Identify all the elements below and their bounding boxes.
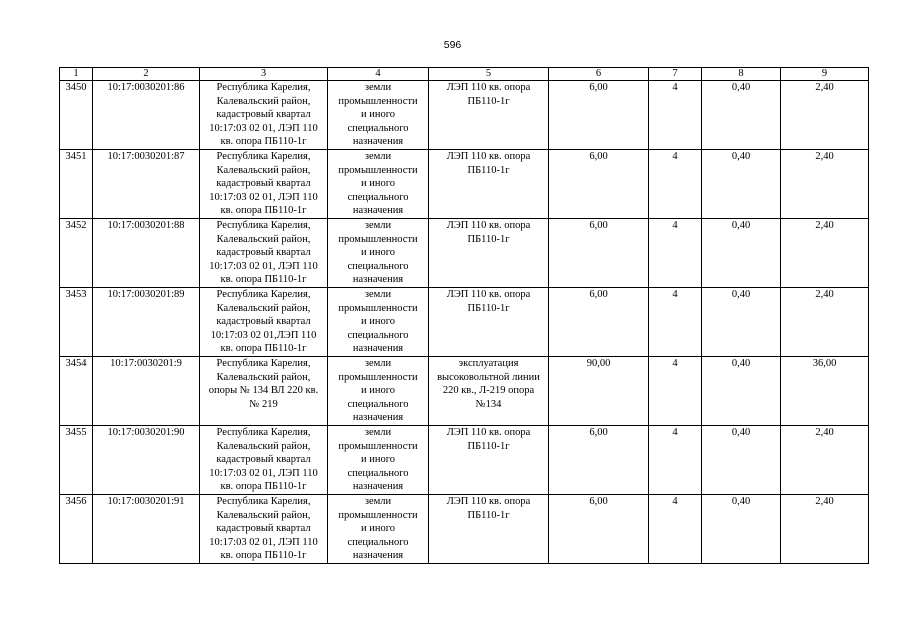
table-row [60, 288, 869, 357]
cell-line: Калевальский район, [216, 509, 311, 521]
cell-line: промышленности [338, 440, 418, 452]
cell-cadastral-number: 10:17:0030201:88 [93, 219, 200, 288]
cell-line: и иного [360, 316, 396, 328]
cell-permitted-use [429, 219, 549, 288]
cell-address [200, 219, 328, 288]
column-header: 5 [429, 68, 549, 81]
cell-area: 6,00 [549, 219, 649, 288]
cell-line: специального [347, 467, 409, 479]
cell-line: Республика Карелия, [216, 427, 311, 438]
cell-line: специального [347, 122, 409, 134]
cell-col-8: 0,40 [702, 219, 781, 288]
cell-col-8: 0,40 [702, 288, 781, 357]
cell-line: кадастровый квартал [216, 454, 311, 466]
cell-line: ПБ110-1г [467, 95, 510, 107]
cell-col-9: 2,40 [781, 150, 869, 219]
cell-line: Республика Карелия, [216, 358, 311, 369]
cell-cadastral-number: 10:17:0030201:89 [93, 288, 200, 357]
column-header: 6 [549, 68, 649, 81]
cell-land-category [328, 357, 429, 426]
cell-line: кв. опора ПБ110-1г [220, 481, 307, 493]
cell-line: Республика Карелия, [216, 220, 311, 231]
cell-address [200, 426, 328, 495]
cell-col-9: 2,40 [781, 426, 869, 495]
cell-row-number: 3456 [60, 495, 93, 564]
cell-land-category [328, 495, 429, 564]
cell-land-category [328, 219, 429, 288]
cell-line: кадастровый квартал [216, 109, 311, 121]
column-header: 1 [60, 68, 93, 81]
cell-line: 10:17:03 02 01, ЛЭП 110 [209, 122, 318, 134]
cell-line: 10:17:03 02 01, ЛЭП 110 [209, 467, 318, 479]
cell-line: назначения [352, 205, 404, 217]
cell-line: промышленности [338, 371, 418, 383]
cell-col-8: 0,40 [702, 495, 781, 564]
cell-area: 90,00 [549, 357, 649, 426]
cell-line: кадастровый квартал [216, 178, 311, 190]
cell-col-9: 2,40 [781, 495, 869, 564]
cell-line: опоры № 134 ВЛ 220 кв. [208, 385, 319, 397]
cell-line: ЛЭП 110 кв. опора [446, 220, 531, 231]
cell-line: земли [364, 82, 392, 93]
cell-line: Калевальский район, [216, 302, 311, 314]
cell-line: кадастровый квартал [216, 523, 311, 535]
cell-line: 10:17:03 02 01, ЛЭП 110 [209, 191, 318, 203]
cell-line: ЛЭП 110 кв. опора [446, 496, 531, 507]
column-header-row [60, 68, 869, 81]
cell-row-number: 3450 [60, 81, 93, 150]
cell-land-category [328, 426, 429, 495]
cell-cadastral-number: 10:17:0030201:9 [93, 357, 200, 426]
table-row [60, 495, 869, 564]
cell-line: Калевальский район, [216, 371, 311, 383]
column-header: 3 [200, 68, 328, 81]
cell-col-7: 4 [649, 288, 702, 357]
cell-area: 6,00 [549, 426, 649, 495]
cell-col-9: 36,00 [781, 357, 869, 426]
cell-col-7: 4 [649, 219, 702, 288]
cell-line: ПБ110-1г [467, 302, 510, 314]
cell-col-7: 4 [649, 426, 702, 495]
cell-address [200, 81, 328, 150]
cell-col-9: 2,40 [781, 81, 869, 150]
cell-line: ЛЭП 110 кв. опора [446, 82, 531, 93]
cell-line: и иного [360, 247, 396, 259]
cell-line: кв. опора ПБ110-1г [220, 205, 307, 217]
table-row [60, 357, 869, 426]
column-header: 8 [702, 68, 781, 81]
cell-line: № 219 [249, 398, 278, 410]
cell-line: назначения [352, 274, 404, 286]
cell-area: 6,00 [549, 150, 649, 219]
column-header: 9 [781, 68, 869, 81]
cell-line: земли [364, 358, 392, 369]
cell-land-category [328, 81, 429, 150]
column-header: 2 [93, 68, 200, 81]
cell-address [200, 357, 328, 426]
cell-cadastral-number: 10:17:0030201:90 [93, 426, 200, 495]
cell-line: эксплуатация [458, 358, 519, 369]
cell-line: кв. опора ПБ110-1г [220, 274, 307, 286]
cell-line: Калевальский район, [216, 164, 311, 176]
cell-address [200, 288, 328, 357]
cell-line: промышленности [338, 233, 418, 245]
cell-line: 10:17:03 02 01, ЛЭП 110 [209, 260, 318, 272]
cell-permitted-use [429, 495, 549, 564]
cell-col-7: 4 [649, 495, 702, 564]
page-number: 596 [443, 39, 462, 51]
cell-line: кадастровый квартал [216, 316, 311, 328]
cell-line: и иного [360, 178, 396, 190]
table-row [60, 219, 869, 288]
cell-row-number: 3451 [60, 150, 93, 219]
cell-permitted-use [429, 357, 549, 426]
cell-col-8: 0,40 [702, 357, 781, 426]
cell-col-8: 0,40 [702, 426, 781, 495]
cell-line: земли [364, 289, 392, 300]
cell-line: Калевальский район, [216, 440, 311, 452]
cell-permitted-use [429, 288, 549, 357]
cell-line: специального [347, 536, 409, 548]
cell-line: 10:17:03 02 01,ЛЭП 110 [210, 329, 317, 341]
cell-line: Калевальский район, [216, 233, 311, 245]
cell-cadastral-number: 10:17:0030201:91 [93, 495, 200, 564]
cell-line: №134 [475, 398, 502, 410]
cell-line: и иного [360, 523, 396, 535]
cell-line: промышленности [338, 509, 418, 521]
cell-address [200, 495, 328, 564]
cell-cadastral-number: 10:17:0030201:87 [93, 150, 200, 219]
table-row [60, 150, 869, 219]
cell-line: промышленности [338, 164, 418, 176]
cell-cadastral-number: 10:17:0030201:86 [93, 81, 200, 150]
cell-col-7: 4 [649, 357, 702, 426]
column-header: 7 [649, 68, 702, 81]
cell-line: Республика Карелия, [216, 289, 311, 300]
cell-line: и иного [360, 385, 396, 397]
cell-line: Калевальский район, [216, 95, 311, 107]
cell-line: назначения [352, 136, 404, 148]
cell-line: кадастровый квартал [216, 247, 311, 259]
cell-line: назначения [352, 481, 404, 493]
cell-row-number: 3453 [60, 288, 93, 357]
cell-line: высоковольтной линии [437, 371, 540, 383]
cell-line: промышленности [338, 95, 418, 107]
cell-line: и иного [360, 454, 396, 466]
cell-permitted-use [429, 150, 549, 219]
cell-line: кв. опора ПБ110-1г [220, 136, 307, 148]
cell-line: кв. опора ПБ110-1г [220, 550, 307, 562]
cell-line: промышленности [338, 302, 418, 314]
cell-line: 10:17:03 02 01, ЛЭП 110 [209, 536, 318, 548]
cell-line: ЛЭП 110 кв. опора [446, 289, 531, 300]
column-header: 4 [328, 68, 429, 81]
cell-row-number: 3454 [60, 357, 93, 426]
cell-line: ПБ110-1г [467, 233, 510, 245]
cell-line: земли [364, 496, 392, 507]
cell-land-category [328, 288, 429, 357]
cell-address [200, 150, 328, 219]
land-plots-table [59, 67, 869, 564]
cell-area: 6,00 [549, 81, 649, 150]
cell-col-7: 4 [649, 150, 702, 219]
cell-line: Республика Карелия, [216, 82, 311, 93]
cell-line: специального [347, 329, 409, 341]
cell-line: специального [347, 191, 409, 203]
table-row [60, 426, 869, 495]
cell-permitted-use [429, 426, 549, 495]
cell-area: 6,00 [549, 495, 649, 564]
cell-line: назначения [352, 550, 404, 562]
cell-line: специального [347, 260, 409, 272]
cell-col-9: 2,40 [781, 288, 869, 357]
cell-line: Республика Карелия, [216, 496, 311, 507]
cell-row-number: 3455 [60, 426, 93, 495]
cell-line: кв. опора ПБ110-1г [220, 343, 307, 355]
cell-line: ПБ110-1г [467, 164, 510, 176]
cell-line: земли [364, 427, 392, 438]
cell-line: 220 кв., Л-219 опора [442, 385, 535, 397]
cell-col-8: 0,40 [702, 150, 781, 219]
cell-line: назначения [352, 343, 404, 355]
cell-line: земли [364, 220, 392, 231]
cell-col-8: 0,40 [702, 81, 781, 150]
cell-land-category [328, 150, 429, 219]
cell-line: назначения [352, 412, 404, 424]
cell-line: ЛЭП 110 кв. опора [446, 427, 531, 438]
cell-line: земли [364, 151, 392, 162]
cell-line: ПБ110-1г [467, 440, 510, 452]
table-row [60, 81, 869, 150]
cell-col-9: 2,40 [781, 219, 869, 288]
cell-line: и иного [360, 109, 396, 121]
cell-line: ПБ110-1г [467, 509, 510, 521]
cell-row-number: 3452 [60, 219, 93, 288]
cell-line: ЛЭП 110 кв. опора [446, 151, 531, 162]
cell-line: Республика Карелия, [216, 151, 311, 162]
cell-line: специального [347, 398, 409, 410]
cell-col-7: 4 [649, 81, 702, 150]
cell-area: 6,00 [549, 288, 649, 357]
cell-permitted-use [429, 81, 549, 150]
